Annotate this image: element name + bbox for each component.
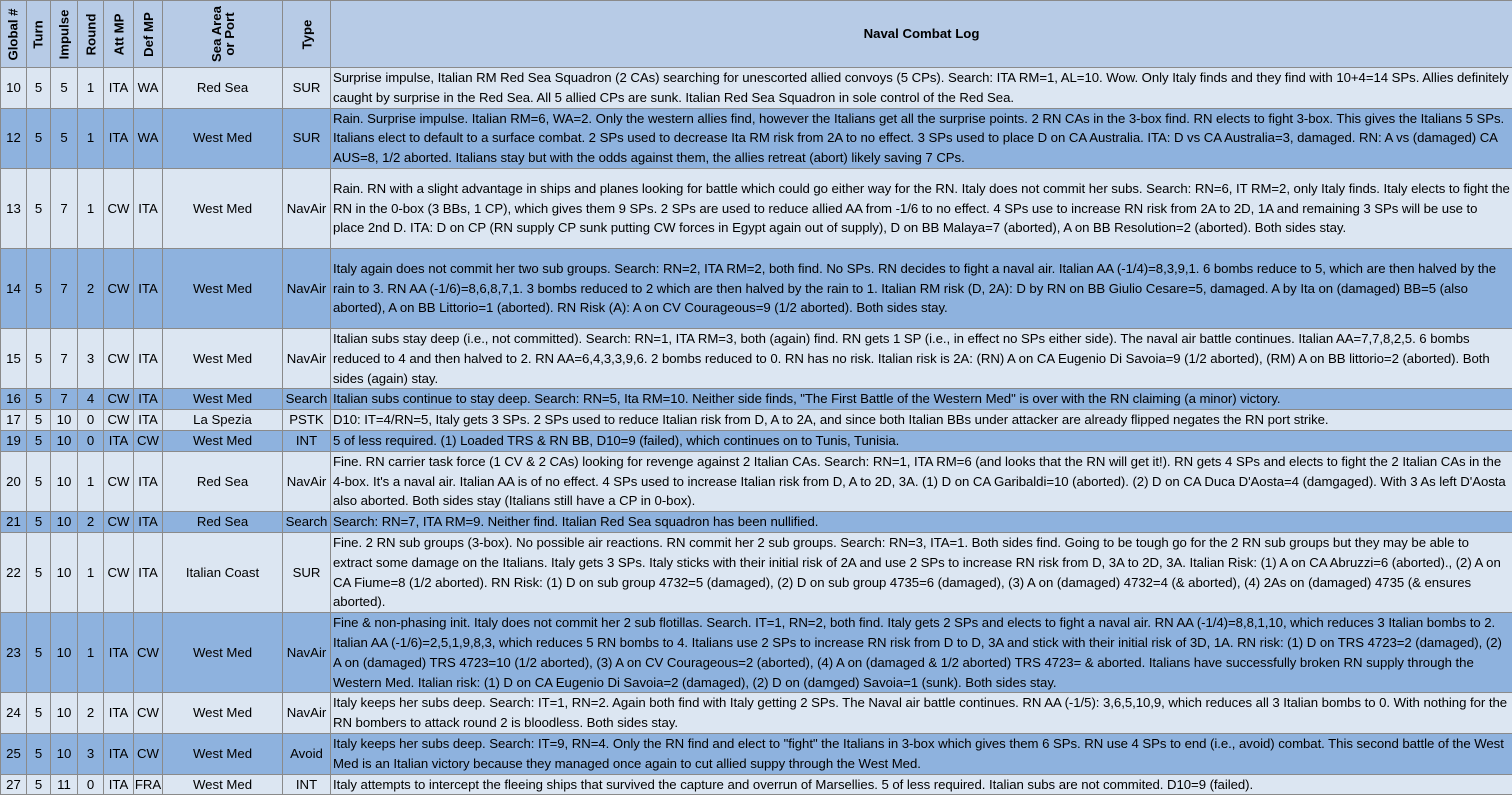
cell-log-entry: Fine. 2 RN sub groups (3-box). No possible air reactions. RN commit her 2 sub groups. Search: RN=3, ITA=1. Both sides find. Going to be tough go for the 2 RN sub groups but they may be able to extract some damage on the Italians. Italy gets 3 SPs. Italy sticks with their initial risk of 2A and use 2 SPs to increase RN risk from D, 3A to 2D, 3A. Italian Risk: (1) A on CA Abruzzi=6 (aborted)., (2) A on CA Fiume=8 (1/2 aborted). RN Risk: (1) D on sub group 4732=5 (damaged), (2) D on sub group 4735=6 (damaged), (3) A on (damaged) 4732=4 (& aborted), (4) 2As on (damaged) 4735 (& ensures aborted). xyxy=(331,532,1512,612)
cell-att-mp: ITA xyxy=(104,108,134,168)
cell-round: 1 xyxy=(78,168,104,248)
cell-turn: 5 xyxy=(27,512,51,533)
cell-def-mp: ITA xyxy=(134,328,163,388)
cell-turn: 5 xyxy=(27,430,51,451)
cell-global: 14 xyxy=(1,248,27,328)
header-global: Global # xyxy=(1,1,27,68)
cell-def-mp: WA xyxy=(134,108,163,168)
cell-impulse: 10 xyxy=(51,693,78,734)
cell-type: SUR xyxy=(283,108,331,168)
cell-turn: 5 xyxy=(27,774,51,795)
cell-type: NavAir xyxy=(283,613,331,693)
table-row xyxy=(1,410,1512,431)
cell-round: 0 xyxy=(78,430,104,451)
cell-turn: 5 xyxy=(27,328,51,388)
cell-round: 1 xyxy=(78,532,104,612)
cell-type: SUR xyxy=(283,532,331,612)
cell-impulse: 5 xyxy=(51,108,78,168)
cell-round: 2 xyxy=(78,693,104,734)
cell-def-mp: ITA xyxy=(134,532,163,612)
cell-att-mp: ITA xyxy=(104,693,134,734)
cell-type: NavAir xyxy=(283,168,331,248)
cell-global: 22 xyxy=(1,532,27,612)
cell-global: 17 xyxy=(1,410,27,431)
table-row xyxy=(1,430,1512,451)
cell-sea-area: West Med xyxy=(163,693,283,734)
cell-turn: 5 xyxy=(27,108,51,168)
cell-att-mp: CW xyxy=(104,168,134,248)
cell-sea-area: West Med xyxy=(163,613,283,693)
cell-def-mp: CW xyxy=(134,693,163,734)
cell-def-mp: FRA xyxy=(134,774,163,795)
cell-def-mp: ITA xyxy=(134,168,163,248)
cell-def-mp: ITA xyxy=(134,451,163,511)
cell-type: NavAir xyxy=(283,328,331,388)
cell-sea-area: Red Sea xyxy=(163,68,283,109)
cell-type: SUR xyxy=(283,68,331,109)
cell-att-mp: CW xyxy=(104,328,134,388)
cell-round: 1 xyxy=(78,451,104,511)
cell-sea-area: Italian Coast xyxy=(163,532,283,612)
header-turn: Turn xyxy=(27,1,51,68)
table-row xyxy=(1,248,1512,328)
cell-def-mp: ITA xyxy=(134,248,163,328)
cell-impulse: 10 xyxy=(51,532,78,612)
cell-impulse: 10 xyxy=(51,512,78,533)
cell-sea-area: West Med xyxy=(163,168,283,248)
cell-type: NavAir xyxy=(283,451,331,511)
cell-log-entry: Italian subs stay deep (i.e., not committed). Search: RN=1, ITA RM=3, both (again) find. RN gets 1 SP (i.e., in effect no SPs either side). The naval air battle continues. Italian AA=7,7,8,2,5. 6 bombs reduced to 4 and then halved to 2. RN AA=6,4,3,3,9,6. 2 bombs reduced to 0. RN has no risk. Italian risk is 2A: (RN) A on CA Eugenio Di Savoia=9 (1/2 aborted), (RM) A on BB littorio=2 (aborted). Both sides (again) stay. xyxy=(331,328,1512,388)
cell-type: INT xyxy=(283,774,331,795)
cell-round: 2 xyxy=(78,512,104,533)
cell-round: 4 xyxy=(78,389,104,410)
cell-att-mp: CW xyxy=(104,532,134,612)
cell-round: 1 xyxy=(78,108,104,168)
cell-att-mp: ITA xyxy=(104,774,134,795)
cell-att-mp: ITA xyxy=(104,613,134,693)
header-impulse: Impulse xyxy=(51,1,78,68)
table-row xyxy=(1,68,1512,109)
cell-def-mp: CW xyxy=(134,430,163,451)
log-body xyxy=(1,68,1512,795)
cell-att-mp: CW xyxy=(104,512,134,533)
cell-log-entry: Italy attempts to intercept the fleeing ships that survived the capture and overrun of Marsellies. 5 of less required. Italian subs are not commited. D10=9 (failed). xyxy=(331,774,1512,795)
cell-log-entry: Surprise impulse, Italian RM Red Sea Squadron (2 CAs) searching for unescorted allied convoys (5 CPs). Search: ITA RM=1, AL=10. Wow. Only Italy finds and they find with 10+4=14 SPs. Allies definitely caught by surprise in the Red Sea. All 5 allied CPs are sunk. Italian Red Sea Squadron in sole control of the Red Sea. xyxy=(331,68,1512,109)
cell-sea-area: West Med xyxy=(163,774,283,795)
cell-sea-area: West Med xyxy=(163,108,283,168)
header-att-mp: Att MP xyxy=(104,1,134,68)
cell-impulse: 5 xyxy=(51,68,78,109)
table-row xyxy=(1,108,1512,168)
table-row xyxy=(1,389,1512,410)
cell-log-entry: Rain. Surprise impulse. Italian RM=6, WA=2. Only the western allies find, however the Italians get all the surprise points. 2 RN CAs in the 3-box find. RN elects to fight 3-box. This gives the Italians 5 SPs. Italians elect to default to a surface combat. 2 SPs used to decrease Ita RM risk from 2A to no effect. 3 SPs used to place D on CA Australia. ITA: D vs CA Australia=3, damaged. RN: A vs (damaged) CA AUS=8, 1/2 aborted. Italians stay but with the odds against them, the allies retreat (abort) likely saving 7 CPs. xyxy=(331,108,1512,168)
cell-global: 10 xyxy=(1,68,27,109)
cell-global: 21 xyxy=(1,512,27,533)
cell-sea-area: West Med xyxy=(163,733,283,774)
table-row xyxy=(1,512,1512,533)
cell-log-entry: Italy again does not commit her two sub groups. Search: RN=2, ITA RM=2, both find. No SPs. RN decides to fight a naval air. Italian AA (-1/4)=8,3,9,1. 6 bombs reduce to 5, which are then halved by the rain to 3. RN AA (-1/6)=8,6,8,7,1. 3 bombs reduced to 2 which are then halved by the rain to 1. Italian RM risk (D, 2A): D by RN on BB Giulio Cesare=5, damaged. A by Ita on (damaged) BB=5 (also aborted), A on BB Littorio=1 (aborted). RN Risk (A): A on CV Courageous=9 (1/2 aborted). Both sides stay. xyxy=(331,248,1512,328)
cell-log-entry: Rain. RN with a slight advantage in ships and planes looking for battle which could go either way for the RN. Italy does not commit her subs. Search: RN=6, IT RM=2, only Italy finds. Italy elects to fight the RN in the 0-box (3 BBs, 1 CP), which gives them 9 SPs. 2 SPs are used to reduce allied AA from -1/6 to no effect. 4 SPs use to increase RN risk from 2A to 2D, 1A and remaining 3 SPs will be use to place 2nd D. ITA: D on CP (RN supply CP sunk putting CW forces in Egypt again out of supply), D on BB Malaya=7 (aborted), A on BB Resolution=2 (aborted). Both sides stay. xyxy=(331,168,1512,248)
cell-global: 13 xyxy=(1,168,27,248)
cell-impulse: 10 xyxy=(51,430,78,451)
cell-type: INT xyxy=(283,430,331,451)
cell-impulse: 7 xyxy=(51,248,78,328)
table-row xyxy=(1,733,1512,774)
cell-impulse: 7 xyxy=(51,389,78,410)
cell-impulse: 7 xyxy=(51,328,78,388)
cell-turn: 5 xyxy=(27,532,51,612)
cell-type: Search xyxy=(283,389,331,410)
table-row xyxy=(1,451,1512,511)
header-type: Type xyxy=(283,1,331,68)
cell-log-entry: 5 of less required. (1) Loaded TRS & RN BB, D10=9 (failed), which continues on to Tunis, Tunisia. xyxy=(331,430,1512,451)
cell-turn: 5 xyxy=(27,389,51,410)
cell-type: Search xyxy=(283,512,331,533)
cell-round: 3 xyxy=(78,733,104,774)
cell-global: 25 xyxy=(1,733,27,774)
cell-type: PSTK xyxy=(283,410,331,431)
cell-global: 19 xyxy=(1,430,27,451)
cell-log-entry: D10: IT=4/RN=5, Italy gets 3 SPs. 2 SPs used to reduce Italian risk from D, A to 2A, and since both Italian BBs under attacker are already flipped negates the RN port strike. xyxy=(331,410,1512,431)
cell-turn: 5 xyxy=(27,168,51,248)
cell-def-mp: ITA xyxy=(134,512,163,533)
cell-log-entry: Fine & non-phasing init. Italy does not commit her 2 sub flotillas. Search. IT=1, RN=2, both find. Italy gets 2 SPs and elects to fight a naval air. RN AA (-1/4)=8,8,1,10, which reduces 3 Italian bombs to 2. Italian AA (-1/6)=2,5,1,9,8,3, which reduces 5 RN bombs to 4. Italians use 2 SPs to increase RN risk from D to D, 3A and stick with their initial risk of 3D, 1A. RN risk: (1) D on TRS 4723=2 (damaged), (2) A on (damaged) TRS 4723=10 (1/2 aborted), (3) A on CV Courageous=2 (aborted), (4) A on (damaged & 1/2 aborted) TRS 4723= & aborted. Italians have successfully broken RN supply through the Western Med. Italian risk: (1) D on CA Eugenio Di Savoia=2 (damaged), (2) D on (damged) Savoia=1 (sunk). Both sides stay. xyxy=(331,613,1512,693)
cell-att-mp: ITA xyxy=(104,733,134,774)
cell-round: 1 xyxy=(78,68,104,109)
cell-log-entry: Fine. RN carrier task force (1 CV & 2 CAs) looking for revenge against 2 Italian CAs. Search: RN=1, ITA RM=6 (and looks that the RN will get it!). RN gets 4 SPs and elects to fight the 2 Italian CAs in the 4-box. It's a naval air. Italian AA is of no effect. 4 SPs used to increase Italian risk from D, A to 2D, 3A. (1) D on CA Garibaldi=10 (aborted). (2) D on CA Duca D'Aosta=4 (damgaged). With 3 As left D'Aosta also aborted. Both sides stay (Italians still have a CP in 0-box). xyxy=(331,451,1512,511)
cell-type: NavAir xyxy=(283,248,331,328)
cell-global: 12 xyxy=(1,108,27,168)
cell-sea-area: West Med xyxy=(163,328,283,388)
cell-turn: 5 xyxy=(27,451,51,511)
table-row xyxy=(1,532,1512,612)
cell-global: 24 xyxy=(1,693,27,734)
cell-def-mp: ITA xyxy=(134,410,163,431)
header-def-mp: Def MP xyxy=(134,1,163,68)
cell-att-mp: CW xyxy=(104,389,134,410)
cell-sea-area: Red Sea xyxy=(163,451,283,511)
table-row xyxy=(1,693,1512,734)
cell-round: 2 xyxy=(78,248,104,328)
cell-global: 27 xyxy=(1,774,27,795)
cell-round: 0 xyxy=(78,410,104,431)
cell-log-entry: Search: RN=7, ITA RM=9. Neither find. Italian Red Sea squadron has been nullified. xyxy=(331,512,1512,533)
cell-log-entry: Italy keeps her subs deep. Search: IT=9, RN=4. Only the RN find and elect to "fight" the Italians in 3-box which gives them 6 SPs. RN use 4 SPs to end (i.e., avoid) combat. This second battle of the West Med is an Italian victory because they managed once again to cut allied suppy through the West Med. xyxy=(331,733,1512,774)
cell-impulse: 10 xyxy=(51,613,78,693)
cell-log-entry: Italy keeps her subs deep. Search: IT=1, RN=2. Again both find with Italy getting 2 SPs. The Naval air battle continues. RN AA (-1/5): 3,6,5,10,9, which reduces all 3 Italian bombs to 0. With nothing for the RN bombers to attack round 2 is bloodless. Both sides stay. xyxy=(331,693,1512,734)
cell-global: 16 xyxy=(1,389,27,410)
table-row xyxy=(1,774,1512,795)
cell-def-mp: WA xyxy=(134,68,163,109)
cell-round: 0 xyxy=(78,774,104,795)
cell-att-mp: CW xyxy=(104,451,134,511)
cell-global: 23 xyxy=(1,613,27,693)
cell-turn: 5 xyxy=(27,613,51,693)
table-row xyxy=(1,613,1512,693)
cell-round: 3 xyxy=(78,328,104,388)
cell-sea-area: West Med xyxy=(163,430,283,451)
cell-round: 1 xyxy=(78,613,104,693)
cell-type: NavAir xyxy=(283,693,331,734)
cell-log-entry: Italian subs continue to stay deep. Search: RN=5, Ita RM=10. Neither side finds, "The First Battle of the Western Med" is over with the RN claiming (a minor) victory. xyxy=(331,389,1512,410)
cell-impulse: 10 xyxy=(51,733,78,774)
cell-turn: 5 xyxy=(27,68,51,109)
cell-global: 15 xyxy=(1,328,27,388)
table-row xyxy=(1,328,1512,388)
cell-turn: 5 xyxy=(27,410,51,431)
cell-sea-area: La Spezia xyxy=(163,410,283,431)
cell-turn: 5 xyxy=(27,733,51,774)
cell-type: Avoid xyxy=(283,733,331,774)
header-row xyxy=(1,1,1512,68)
cell-sea-area: Red Sea xyxy=(163,512,283,533)
cell-sea-area: West Med xyxy=(163,248,283,328)
cell-def-mp: CW xyxy=(134,613,163,693)
cell-att-mp: CW xyxy=(104,410,134,431)
cell-impulse: 7 xyxy=(51,168,78,248)
cell-impulse: 11 xyxy=(51,774,78,795)
cell-impulse: 10 xyxy=(51,410,78,431)
cell-impulse: 10 xyxy=(51,451,78,511)
cell-def-mp: CW xyxy=(134,733,163,774)
header-round: Round xyxy=(78,1,104,68)
header-sea-area: Sea Area or Port xyxy=(163,1,283,68)
cell-att-mp: ITA xyxy=(104,68,134,109)
header-naval-combat-log: Naval Combat Log xyxy=(331,1,1512,68)
cell-turn: 5 xyxy=(27,248,51,328)
cell-att-mp: CW xyxy=(104,248,134,328)
cell-global: 20 xyxy=(1,451,27,511)
cell-turn: 5 xyxy=(27,693,51,734)
cell-att-mp: ITA xyxy=(104,430,134,451)
table-row xyxy=(1,168,1512,248)
cell-def-mp: ITA xyxy=(134,389,163,410)
cell-sea-area: West Med xyxy=(163,389,283,410)
